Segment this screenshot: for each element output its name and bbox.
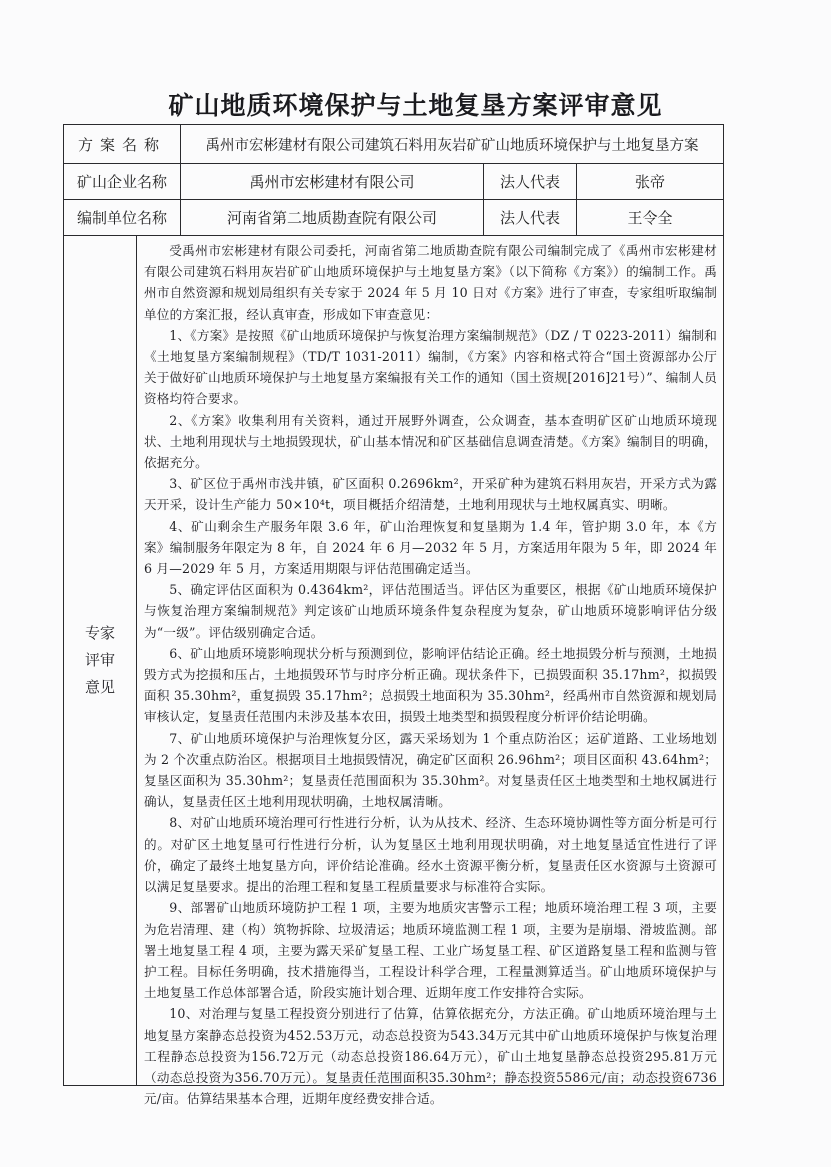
document-title: 矿山地质环境保护与土地复垦方案评审意见 [168, 91, 663, 120]
mine-company-row [64, 164, 723, 200]
expert-opinion-label-line: 评审 [84, 651, 115, 669]
opinion-item-8: 8、对矿山地质环境治理可行性进行分析，认为从技术、经济、生态环境协调性等方面分析是可行的。对矿区土地复垦可行性进行分析，认为复垦区土地利用现状明确，对土地复垦适宜性进行了评价，确定了最终土地复垦方向，评价结论准确。经水土资源平衡分析，复垦责任区水资源与土资源可以满足复垦要求。提出的治理工程和复垦工程质量要求与标准符合实际。 [144, 815, 717, 895]
compiler-value: 河南省第二地质勘查院有限公司 [181, 200, 484, 235]
opinion-item-3: 3、矿区位于禹州市浅井镇，矿区面积 0.2696km²，开采矿种为建筑石料用灰岩，开采方式为露天开采，设计生产能力 50×10⁴t，项目概括介绍清楚，土地利用现状与土地权属真实、明晰。 [144, 476, 717, 513]
review-table [63, 124, 724, 1107]
mine-company-value: 禹州市宏彬建材有限公司 [181, 164, 484, 199]
plan-name-label: 方案名称 [64, 125, 181, 163]
opinion-item-7: 7、矿山地质环境保护与治理恢复分区，露天采场划为 1 个重点防治区；运矿道路、工业场地划为 2 个次重点防治区。根据项目土地损毁情况，确定矿区面积 26.96hm²；项目区面积 43.64hm²；复垦区面积为 35.30hm²；复垦责任范围面积为 35.30hm²。对复垦责任区土地类型和土地权属进行确认，复垦责任区土地利用现状明确，土地权属清晰。 [144, 730, 717, 810]
expert-opinion-row [64, 236, 723, 1107]
opinion-item-5: 5、确定评估区面积为 0.4364km²，评估范围适当。评估区为重要区，根据《矿山地质环境保护与恢复治理方案编制规范》判定该矿山地质环境条件复杂程度为复杂，矿山地质环境影响评估分级为“一级”。评估级别确定合适。 [144, 582, 717, 640]
mine-company-label: 矿山企业名称 [64, 164, 181, 199]
opinion-intro: 受禹州市宏彬建材有限公司委托，河南省第二地质勘查院有限公司编制完成了《禹州市宏彬建材有限公司建筑石料用灰岩矿矿山地质环境保护与土地复垦方案》（以下简称《方案》）的编制工作。禹州市自然资源和规划局组织有关专家于 2024 年 5 月 10 日对《方案》进行了审查，专家组听取编制单位的方案汇报，经认真审查，形成如下审查意见： [144, 243, 717, 322]
compiler-row [64, 200, 723, 236]
compiler-rep-value: 王令全 [627, 209, 673, 227]
mine-rep-label: 法人代表 [484, 164, 577, 199]
opinion-item-1: 1、《方案》是按照《矿山地质环境保护与恢复治理方案编制规范》（DZ / T 0223-2011）编制和《土地复垦方案编制规程》（TD/T 1031-2011）编制，《方案》内容和格式符合“国土资源部办公厅关于做好矿山地质环境保护与土地复垦方案编报有关工作的通知（国土资规[2016]21号）”、编制人员资格均符合要求。 [144, 327, 717, 407]
opinion-item-10: 10、对治理与复垦工程投资分别进行了估算，估算依据充分，方法正确。矿山地质环境治理与土地复垦方案静态总投资为452.53万元，动态总投资为543.34万元其中矿山地质环境保护与恢复治理工程静态总投资为156.72万元（动态总投资186.64万元），矿山土地复垦静态总投资295.81万元（动态总投资为356.70万元）。复垦责任范围面积35.30hm²；静态投资5586元/亩；动态投资6736元/亩。估算结果基本合理，近期年度经费安排合适。 [144, 1006, 717, 1107]
opinion-item-6: 6、矿山地质环境影响现状分析与预测到位，影响评估结论正确。经土地损毁分析与预测，土地损毁方式为挖损和压占，土地损毁环节与时序分析正确。现状条件下，已损毁面积 35.17hm²，拟损毁面积 35.30hm²，重复损毁 35.17hm²；总损毁土地面积为 35.30hm²，经禹州市自然资源和规划局审核认定，复垦责任范围内未涉及基本农田，损毁土地类型和损毁程度分析评价结论明确。 [144, 645, 717, 725]
plan-name-value: 禹州市宏彬建材有限公司建筑石料用灰岩矿矿山地质环境保护与土地复垦方案 [205, 137, 699, 154]
expert-opinion-content [137, 236, 723, 1107]
expert-opinion-label-line: 专家 [84, 624, 115, 642]
plan-name-row [64, 125, 723, 164]
opinion-item-2: 2、《方案》收集利用有关资料，通过开展野外调查，公众调查，基本查明矿区矿山地质环境现状、土地利用现状与土地损毁现状，矿山基本情况和矿区基础信息调查清楚。《方案》编制目的明确，依据充分。 [144, 412, 717, 471]
opinion-item-4: 4、矿山剩余生产服务年限 3.6 年，矿山治理恢复和复垦期为 1.4 年，管护期 3.0 年，本《方案》编制服务年限定为 8 年，自 2024 年 6 月—2032 年 5 月，方案适用年限为 5 年，即 2024 年 6 月—2029 年 5 月，方案适用期限与评估范围确定适当。 [144, 518, 717, 577]
compiler-rep-label: 法人代表 [484, 200, 577, 235]
opinion-item-9: 9、部署矿山地质环境防护工程 1 项，主要为地质灾害警示工程；地质环境治理工程 3 项，主要为危岩清理、建（构）筑物拆除、垃圾清运；地质环境监测工程 1 项，主要为是崩塌、滑坡监测。部署土地复垦工程 4 项，主要为露天采矿复垦工程、工业广场复垦工程、矿区道路复垦工程和监测与管护工程。目标任务明确，技术措施得当，工程设计科学合理，工程量测算适当。矿山地质环境保护与土地复垦工作总体部署合适，阶段实施计划合理、近期年度工作安排符合实际。 [144, 900, 717, 1001]
expert-opinion-label [85, 620, 115, 701]
compiler-label: 编制单位名称 [64, 200, 181, 235]
expert-opinion-label-line: 意见 [84, 678, 115, 696]
mine-rep-value: 张帝 [634, 173, 665, 191]
expert-opinion-label-cell [64, 236, 137, 1085]
